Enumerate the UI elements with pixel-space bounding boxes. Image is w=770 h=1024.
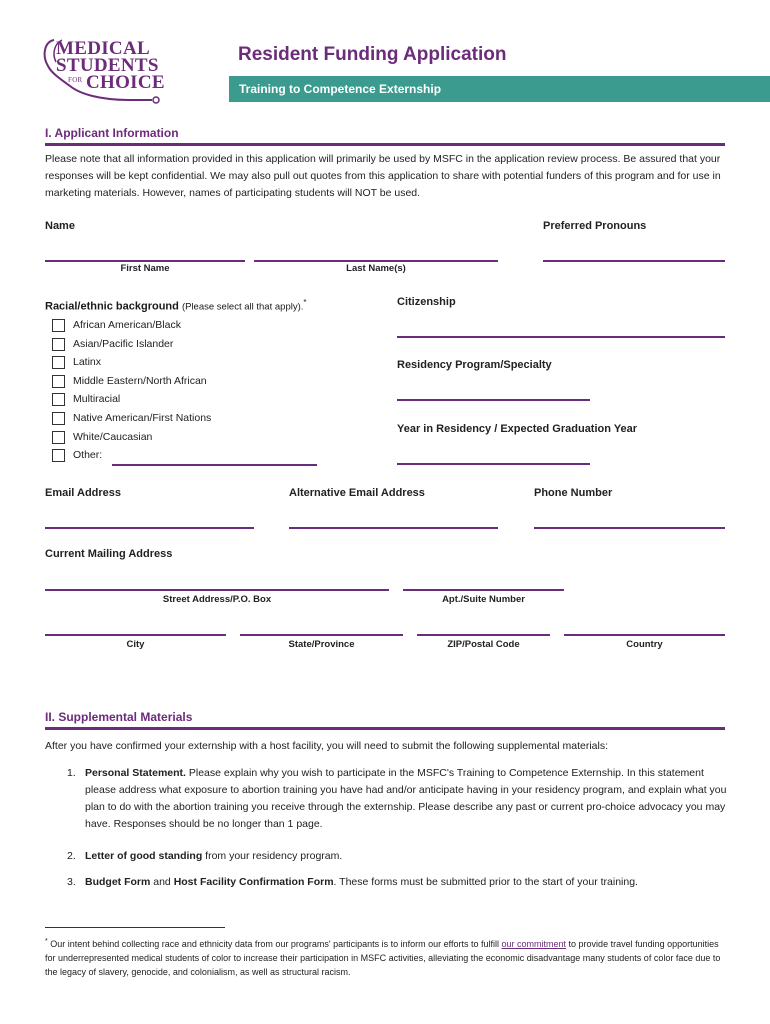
item-3-number: 3.: [67, 876, 76, 888]
pronouns-label: Preferred Pronouns: [543, 220, 647, 232]
race-option-label: Multiracial: [73, 393, 121, 406]
alt-email-field[interactable]: [289, 527, 498, 529]
item-3-text: . These forms must be submitted prior to the start of your training.: [333, 876, 638, 888]
phone-field[interactable]: [534, 527, 725, 529]
race-option-label: Native American/First Nations: [73, 412, 212, 424]
race-option: [52, 393, 312, 407]
race-option-label: Other:: [73, 449, 103, 462]
race-option: [52, 338, 312, 352]
country-label: Country: [626, 639, 663, 650]
item-3-title-2: Host Facility Confirmation Form: [173, 876, 334, 888]
race-option: [52, 356, 312, 370]
race-option-label: Middle Eastern/North African: [73, 374, 207, 387]
logo-line-choice: CHOICE: [86, 72, 165, 93]
item-1-title: Personal Statement.: [85, 767, 186, 779]
item-2-text: from your residency program.: [202, 850, 343, 862]
logo-line-students: STUDENTS: [56, 55, 159, 76]
citizenship-field[interactable]: [397, 336, 725, 338]
race-checkbox[interactable]: [52, 412, 65, 425]
footnote-before: Our intent behind collecting race and ethnicity data from our programs' participants is to inform our efforts to fulfill: [47, 939, 502, 949]
commitment-link[interactable]: our commitment: [501, 939, 567, 949]
race-option-label: African American/Black: [73, 319, 181, 331]
race-checkbox[interactable]: [52, 356, 65, 369]
last-name-field[interactable]: [254, 260, 498, 262]
other-race-field[interactable]: [112, 464, 317, 466]
footnote-mark: *: [45, 938, 48, 945]
name-label: Name: [45, 220, 75, 232]
section-2-intro: After you have confirmed your externship with a host facility, you will need to submit the following supplemental materials:: [45, 740, 608, 752]
race-label: Racial/ethnic background: [45, 300, 179, 313]
footnote: [45, 935, 728, 979]
year-label: Year in Residency / Expected Graduation Year: [397, 423, 638, 435]
state-label: State/Province: [288, 639, 355, 650]
footnote-rule: [45, 927, 225, 928]
email-label: Email Address: [45, 487, 122, 499]
item-3-title: Budget Form: [85, 876, 151, 888]
phone-label: Phone Number: [534, 487, 613, 499]
email-field[interactable]: [45, 527, 254, 529]
logo: [40, 36, 180, 106]
race-question: [45, 298, 307, 313]
race-option: [52, 319, 312, 333]
first-name-field[interactable]: [45, 260, 245, 262]
city-label: City: [126, 639, 145, 650]
supplemental-item-2: [67, 848, 727, 865]
race-option: [52, 449, 312, 463]
race-option: [52, 412, 312, 426]
race-checkbox[interactable]: [52, 319, 65, 332]
city-field[interactable]: [45, 634, 226, 636]
section-2-heading: II. Supplemental Materials: [45, 710, 193, 724]
race-footnote-mark: *: [303, 298, 307, 307]
last-name-label: Last Name(s): [346, 263, 406, 274]
street-label: Street Address/P.O. Box: [162, 594, 272, 605]
section-1-heading: I. Applicant Information: [45, 126, 179, 140]
race-option: [52, 375, 312, 389]
pronouns-field[interactable]: [543, 260, 725, 262]
section-1-intro: Please note that all information provided in this application will primarily be used by MSFC in the application review process. Be assured that your responses will be kept confidential. We may also pull out quotes from this application to share with potential funders of this program and for use in marketing materials. However, names of participating students will NOT be used.: [45, 153, 721, 199]
item-3-mid: and: [150, 876, 174, 888]
logo-line-for: FOR: [68, 76, 83, 84]
supplemental-item-3: [67, 874, 727, 891]
zip-field[interactable]: [417, 634, 550, 636]
section-1-rule: [45, 143, 725, 146]
street-field[interactable]: [45, 589, 389, 591]
subtitle-text: Training to Competence Externship: [239, 82, 442, 96]
page-title: Resident Funding Application: [238, 44, 507, 65]
race-checkbox[interactable]: [52, 431, 65, 444]
item-2-number: 2.: [67, 850, 76, 862]
race-checkbox[interactable]: [52, 338, 65, 351]
year-field[interactable]: [397, 463, 590, 465]
residency-label: Residency Program/Specialty: [397, 359, 552, 371]
citizenship-label: Citizenship: [397, 296, 456, 308]
item-2-title: Letter of good standing: [85, 850, 203, 862]
race-checkbox[interactable]: [52, 375, 65, 388]
first-name-label: First Name: [120, 263, 170, 274]
item-1-number: 1.: [67, 767, 76, 779]
logo-line-medical: MEDICAL: [56, 38, 150, 59]
race-checkbox[interactable]: [52, 393, 65, 406]
item-1-text: Please explain why you wish to participate in the MSFC's Training to Competence Externship. In this statement please address what exposure to abortion training you have had and/or anticipate having in your residency program, and explain what you plan to do with the abortion training you receive through the externship. Please describe any past or current pro-choice advocacy you may have. Responses should be no longer than 1 page.: [85, 767, 727, 830]
mailing-label: Current Mailing Address: [45, 548, 173, 560]
race-checkbox[interactable]: [52, 449, 65, 462]
footnote-after: to provide travel funding opportunities for underrepresented medical students of color to increase their participation in MSFC activities, alleviating the economic disadvantage many students of color face due to the legacy of slavery, genocide, and colonialism, as well as structural racism.: [45, 939, 721, 977]
race-hint: (Please select all that apply).: [181, 301, 304, 313]
apt-label: Apt./Suite Number: [442, 594, 525, 605]
race-option: [52, 431, 312, 445]
subtitle-banner: [229, 76, 770, 102]
race-option-label: Asian/Pacific Islander: [73, 337, 174, 350]
apt-field[interactable]: [403, 589, 564, 591]
state-field[interactable]: [240, 634, 403, 636]
residency-field[interactable]: [397, 399, 590, 401]
country-field[interactable]: [564, 634, 725, 636]
alt-email-label: Alternative Email Address: [289, 487, 425, 499]
race-option-label: Latinx: [73, 356, 102, 369]
zip-label: ZIP/Postal Code: [447, 639, 520, 650]
section-2-rule: [45, 727, 725, 730]
race-option-label: White/Caucasian: [73, 430, 153, 443]
supplemental-item-1: [67, 765, 727, 833]
